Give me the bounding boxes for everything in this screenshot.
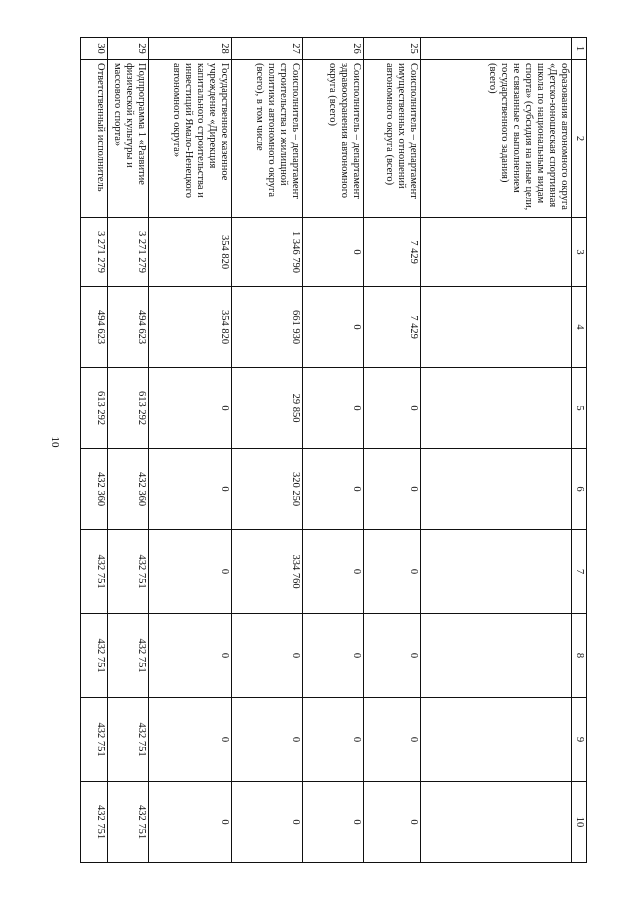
header-cell: 1	[572, 38, 587, 60]
value-cell: 432 751	[81, 698, 108, 782]
row-number: 26	[303, 38, 364, 60]
value-cell	[421, 614, 572, 698]
value-cell: 354 820	[149, 218, 232, 287]
row-name: Государственное казенное учреждение «Дирекция капитального строительства и инвестиций Ямало-Ненецкого автономного округа»	[149, 60, 232, 218]
table-row	[303, 38, 364, 863]
value-cell: 613 292	[81, 368, 108, 449]
value-cell: 7 429	[364, 287, 421, 368]
value-cell	[421, 782, 572, 863]
value-cell	[421, 698, 572, 782]
budget-table	[80, 37, 587, 863]
value-cell: 0	[149, 614, 232, 698]
row-name: Соисполнитель – департамент строительства и жилищной политики автономного округа (всего), в том числе	[232, 60, 303, 218]
value-cell: 0	[149, 698, 232, 782]
value-cell: 0	[303, 530, 364, 614]
value-cell: 0	[303, 698, 364, 782]
value-cell: 0	[303, 782, 364, 863]
header-cell: 9	[572, 698, 587, 782]
value-cell: 0	[149, 449, 232, 530]
value-cell: 432 751	[81, 530, 108, 614]
value-cell: 3 271 279	[81, 218, 108, 287]
header-cell: 4	[572, 287, 587, 368]
value-cell: 613 292	[108, 368, 149, 449]
header-cell: 2	[572, 60, 587, 218]
row-name: Соисполнитель – департамент здравоохранения автономного округа (всего)	[303, 60, 364, 218]
value-cell: 432 751	[108, 782, 149, 863]
value-cell: 0	[303, 449, 364, 530]
table-row	[421, 38, 572, 863]
row-number: 30	[81, 38, 108, 60]
value-cell: 432 751	[108, 530, 149, 614]
header-cell: 6	[572, 449, 587, 530]
header-cell: 5	[572, 368, 587, 449]
value-cell: 0	[364, 614, 421, 698]
value-cell: 29 850	[232, 368, 303, 449]
value-cell: 334 760	[232, 530, 303, 614]
table-row	[232, 38, 303, 863]
table-row	[108, 38, 149, 863]
value-cell: 432 751	[81, 782, 108, 863]
table-row	[81, 38, 108, 863]
header-cell: 3	[572, 218, 587, 287]
row-name: образования автономного округа «Детско-юношеская спортивная школа по национальным видам спорта» (субсидия на иные цели, не связанные с выполнением государственного задания) (всего)	[421, 60, 572, 218]
value-cell: 0	[303, 614, 364, 698]
row-number: 28	[149, 38, 232, 60]
value-cell	[421, 449, 572, 530]
value-cell: 432 360	[81, 449, 108, 530]
header-cell: 7	[572, 530, 587, 614]
value-cell: 494 623	[108, 287, 149, 368]
row-number: 25	[364, 38, 421, 60]
value-cell	[421, 287, 572, 368]
row-name: Ответственный исполнитель	[81, 60, 108, 218]
value-cell: 432 360	[108, 449, 149, 530]
value-cell: 432 751	[108, 698, 149, 782]
header-cell: 10	[572, 782, 587, 863]
value-cell: 0	[149, 368, 232, 449]
value-cell	[421, 530, 572, 614]
value-cell: 3 271 279	[108, 218, 149, 287]
value-cell: 7 429	[364, 218, 421, 287]
row-number	[421, 38, 572, 60]
row-number: 29	[108, 38, 149, 60]
value-cell: 0	[232, 614, 303, 698]
value-cell: 0	[364, 449, 421, 530]
value-cell: 320 250	[232, 449, 303, 530]
row-name: Подпрограмма 1 «Развитие физической культуры и массового спорта»	[108, 60, 149, 218]
value-cell: 432 751	[108, 614, 149, 698]
page-number: 10	[49, 436, 61, 448]
row-name: Соисполнитель – департамент имущественных отношений автономного округа (всего)	[364, 60, 421, 218]
value-cell: 0	[149, 782, 232, 863]
value-cell: 0	[303, 287, 364, 368]
value-cell: 0	[364, 368, 421, 449]
value-cell: 661 930	[232, 287, 303, 368]
header-cell: 8	[572, 614, 587, 698]
value-cell: 0	[364, 530, 421, 614]
value-cell: 0	[364, 782, 421, 863]
rotated-table-wrapper	[27, 37, 587, 862]
value-cell: 0	[149, 530, 232, 614]
value-cell: 494 623	[81, 287, 108, 368]
value-cell	[421, 368, 572, 449]
row-number: 27	[232, 38, 303, 60]
value-cell: 0	[303, 218, 364, 287]
value-cell	[421, 218, 572, 287]
value-cell: 354 820	[149, 287, 232, 368]
value-cell: 0	[232, 698, 303, 782]
table-header-row	[572, 38, 587, 863]
value-cell: 1 346 790	[232, 218, 303, 287]
value-cell: 432 751	[81, 614, 108, 698]
value-cell: 0	[303, 368, 364, 449]
table-row	[149, 38, 232, 863]
value-cell: 0	[364, 698, 421, 782]
table-row	[364, 38, 421, 863]
value-cell: 0	[232, 782, 303, 863]
